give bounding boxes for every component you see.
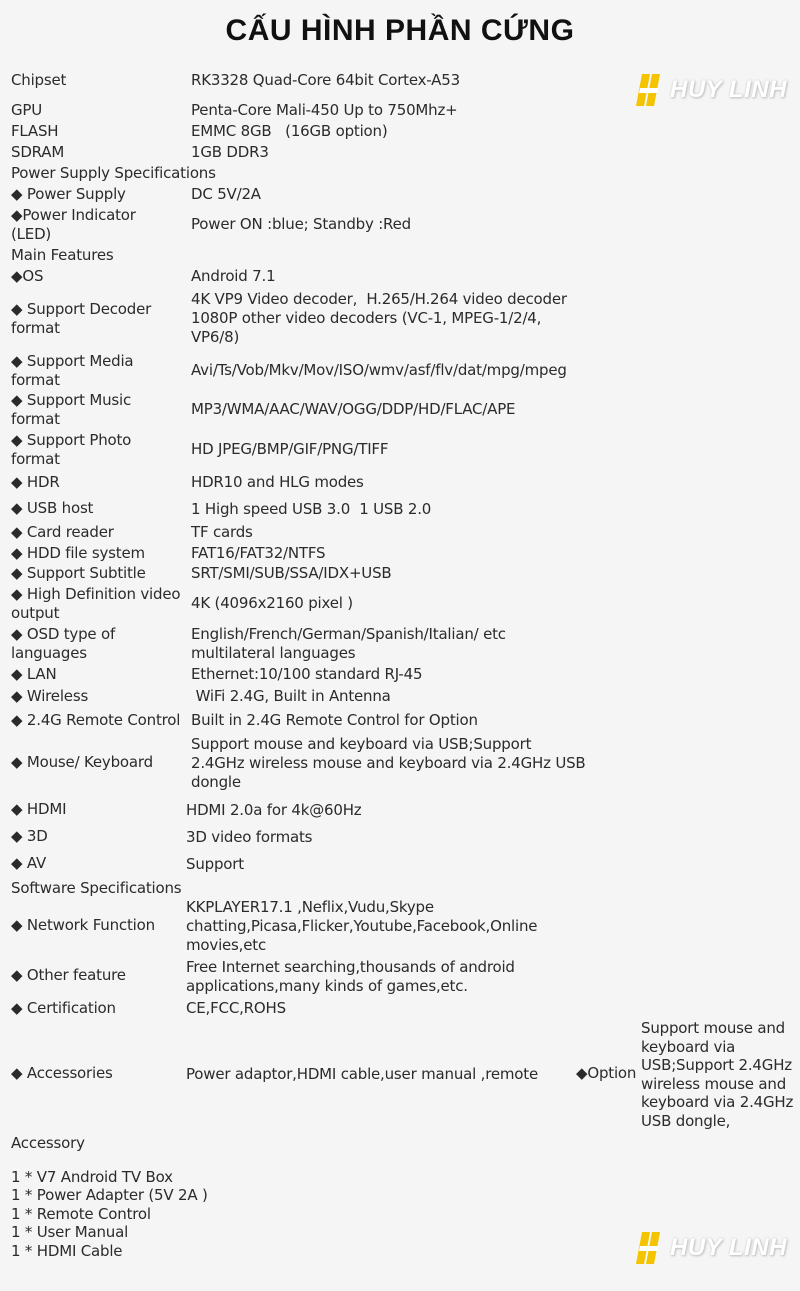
spec-value: Free Internet searching,thousands of android applications,many kinds of games,etc. — [186, 958, 515, 995]
spec-label: ◆ HDD file system — [11, 544, 145, 562]
spec-value: WiFi 2.4G, Built in Antenna — [191, 687, 391, 705]
spec-label: ◆ Support Media format — [11, 352, 134, 389]
list-item: 1 * Power Adapter (5V 2A ) — [11, 1186, 208, 1204]
spec-value: SRT/SMI/SUB/SSA/IDX+USB — [191, 564, 392, 582]
spec-value: FAT16/FAT32/NTFS — [191, 544, 326, 562]
spec-label: FLASH — [11, 122, 59, 140]
page-title: CẤU HÌNH PHẦN CỨNG — [225, 14, 575, 47]
section-heading: Power Supply Specifications — [11, 164, 216, 182]
spec-label: ◆OS — [11, 267, 44, 285]
spec-value: 1GB DDR3 — [191, 143, 269, 161]
spec-value: English/French/German/Spanish/Italian/ etc multilateral languages — [191, 625, 506, 662]
spec-label: ◆ Network Function — [11, 916, 155, 934]
spec-label: ◆ Accessories — [11, 1064, 113, 1082]
logo-mark-icon — [632, 1229, 666, 1267]
spec-label: ◆ Card reader — [11, 523, 114, 541]
spec-label: ◆ Certification — [11, 999, 116, 1017]
section-heading: Software Specifications — [11, 879, 182, 897]
spec-value: Android 7.1 — [191, 267, 276, 285]
spec-value: DC 5V/2A — [191, 185, 261, 203]
spec-value: 4K (4096x2160 pixel ) — [191, 594, 353, 612]
spec-value: RK3328 Quad-Core 64bit Cortex-A53 — [191, 71, 460, 89]
spec-label: SDRAM — [11, 143, 65, 161]
spec-label: ◆ LAN — [11, 665, 57, 683]
option-label: ◆Option — [576, 1064, 637, 1082]
spec-label: ◆ 3D — [11, 827, 48, 845]
spec-label: ◆Power Indicator (LED) — [11, 206, 136, 243]
spec-value: 3D video formats — [186, 828, 313, 846]
logo — [632, 70, 787, 110]
spec-label: ◆ Support Photo format — [11, 431, 132, 468]
spec-value: Penta-Core Mali-450 Up to 750Mhz+ — [191, 101, 458, 119]
spec-value: 4K VP9 Video decoder, H.265/H.264 video decoder 1080P other video decoders (VC-1, MPEG-1/2/4, VP6/8) — [191, 290, 567, 346]
spec-value: Power adaptor,HDMI cable,user manual ,remote — [186, 1065, 538, 1083]
spec-label: ◆ Support Decoder format — [11, 300, 152, 337]
spec-value: EMMC 8GB (16GB option) — [191, 122, 388, 140]
logo-text: HUY LINH — [670, 1234, 787, 1261]
list-item: 1 * Remote Control — [11, 1205, 151, 1223]
spec-value: TF cards — [191, 523, 253, 541]
spec-value: HDMI 2.0a for 4k@60Hz — [186, 801, 362, 819]
list-item: 1 * HDMI Cable — [11, 1242, 123, 1260]
spec-value: Power ON :blue; Standby :Red — [191, 215, 411, 233]
spec-label: ◆ USB host — [11, 499, 94, 517]
spec-label: ◆ 2.4G Remote Control — [11, 711, 181, 729]
spec-label: ◆ Support Music format — [11, 391, 132, 428]
spec-label: GPU — [11, 101, 43, 119]
list-item: 1 * User Manual — [11, 1223, 129, 1241]
section-heading: Main Features — [11, 246, 114, 264]
accessory-title: Accessory — [11, 1134, 85, 1152]
logo-text: HUY LINH — [670, 76, 787, 103]
logo — [632, 1228, 787, 1268]
spec-label: ◆ HDR — [11, 473, 60, 491]
spec-value: Support mouse and keyboard via USB;Support 2.4GHz wireless mouse and keyboard via 2.4GHz USB dongle — [191, 735, 586, 791]
list-item: 1 * V7 Android TV Box — [11, 1168, 173, 1186]
logo-mark-icon — [632, 71, 666, 109]
spec-label: Chipset — [11, 71, 67, 89]
spec-label: ◆ Other feature — [11, 966, 126, 984]
spec-value: Built in 2.4G Remote Control for Option — [191, 711, 478, 729]
spec-value: MP3/WMA/AAC/WAV/OGG/DDP/HD/FLAC/APE — [191, 400, 516, 418]
spec-value: Avi/Ts/Vob/Mkv/Mov/ISO/wmv/asf/flv/dat/mpg/mpeg — [191, 361, 567, 379]
spec-label: ◆ AV — [11, 854, 47, 872]
spec-label: ◆ Power Supply — [11, 185, 126, 203]
spec-label: ◆ HDMI — [11, 800, 67, 818]
spec-value: KKPLAYER17.1 ,Neflix,Vudu,Skype chatting,Picasa,Flicker,Youtube,Facebook,Online movies,etc — [186, 898, 538, 954]
spec-value: Ethernet:10/100 standard RJ-45 — [191, 665, 423, 683]
spec-value: HDR10 and HLG modes — [191, 473, 364, 491]
spec-label: ◆ OSD type of languages — [11, 625, 116, 662]
option-value: Support mouse and keyboard via USB;Support 2.4GHz wireless mouse and keyboard via 2.4GHz USB dongle, — [641, 1019, 794, 1130]
spec-value: Support — [186, 855, 244, 873]
spec-label: ◆ High Definition video output — [11, 585, 181, 622]
spec-label: ◆ Mouse/ Keyboard — [11, 753, 153, 771]
spec-label: ◆ Support Subtitle — [11, 564, 146, 582]
spec-value: HD JPEG/BMP/GIF/PNG/TIFF — [191, 440, 389, 458]
spec-value: CE,FCC,ROHS — [186, 999, 286, 1017]
spec-label: ◆ Wireless — [11, 687, 89, 705]
spec-value: 1 High speed USB 3.0 1 USB 2.0 — [191, 500, 432, 518]
